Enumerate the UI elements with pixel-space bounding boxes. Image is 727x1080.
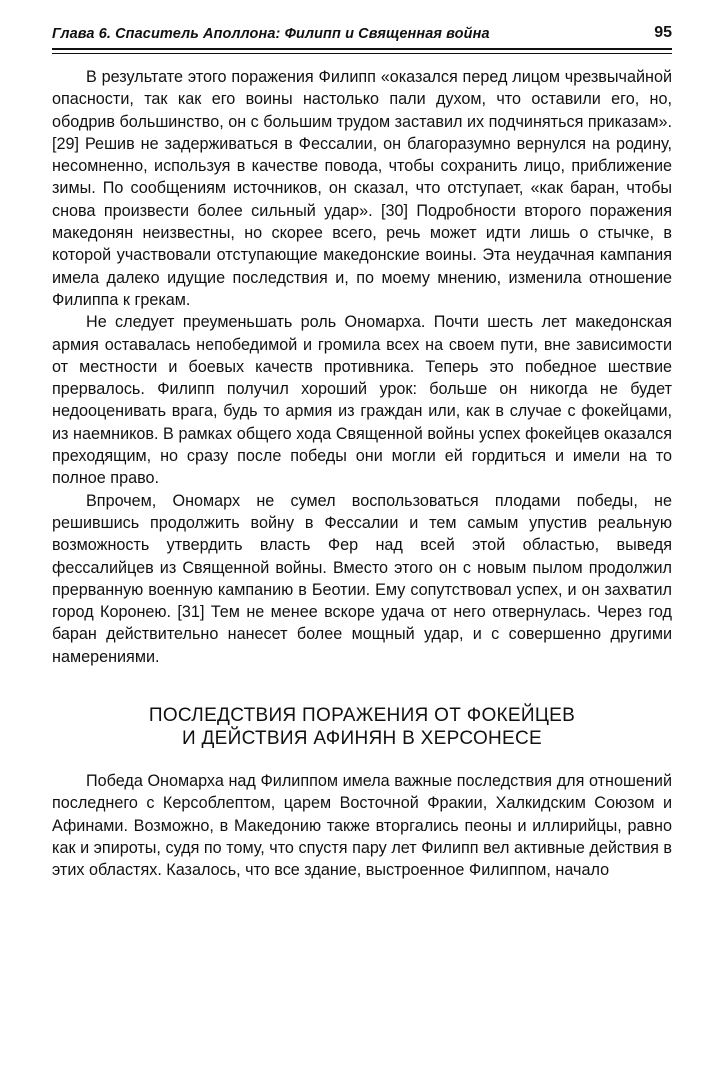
running-title: Глава 6. Спаситель Аполлона: Филипп и Священная война xyxy=(52,26,490,42)
paragraph: Впрочем, Ономарх не сумел воспользоваться плодами победы, не решившись продолжить войну в Фессалии и тем самым упустив реальную возможность утвердить власть Фер над всей этой областью, выведя фессалийцев из Священной войны. Вместо этого он с новым пылом продолжил прерванную военную кампанию в Беотии. Ему сопутствовал успех, и он захватил город Коронею. [31] Тем не менее вскоре удача от него отвернулась. Через год баран действительно нанесет более мощный удар, и с совершенно другими намерениями. xyxy=(52,491,672,666)
header-rule xyxy=(52,53,672,54)
section-heading-line-2: И ДЕЙСТВИЯ АФИНЯН В ХЕРСОНЕСЕ xyxy=(181,728,543,750)
section-heading xyxy=(52,704,672,750)
paragraph: Не следует преуменьшать роль Ономарха. Почти шесть лет македонская армия оставалась непобедимой и громила всех на своем пути, вне зависимости от местности и боевых качеств противника. Теперь это победное шествие прервалось. Филипп получил хороший урок: больше он никогда не будет недооценивать врага, будь то армия из граждан или, как в случае с фокейцами, из наемников. В рамках общего хода Священной войны успех фокейцев оказался преходящим, но сразу после победы они могли ей гордиться и имели на то полное право. xyxy=(52,313,672,488)
body-text xyxy=(52,66,672,882)
paragraph: Победа Ономарха над Филиппом имела важные последствия для отношений последнего с Керсоблептом, царем Восточной Фракии, Халкидским Союзом и Афинами. Возможно, в Македонию также вторгались пеоны и иллирийцы, равно как и эпироты, судя по тому, что спустя пару лет Филипп вел активные действия в этих областях. Казалось, что все здание, выстроенное Филиппом, начало xyxy=(52,772,672,880)
section-heading-line-1: ПОСЛЕДСТВИЯ ПОРАЖЕНИЯ ОТ ФОКЕЙЦЕВ xyxy=(148,705,576,727)
book-page xyxy=(52,0,672,1080)
page-number: 95 xyxy=(654,24,672,41)
running-header xyxy=(52,22,672,50)
paragraph: В результате этого поражения Филипп «оказался перед лицом чрезвычайной опасности, так как его воины настолько пали духом, что оставили его, но, ободрив большинство, он с большим трудом заставил их подчиняться приказам». [29] Решив не задерживаться в Фессалии, он благоразумно вернулся на родину, несомненно, используя в качестве повода, чтобы сохранить лицо, приближение зимы. По сообщениям источников, он сказал, что отступает, «как баран, чтобы снова произвести более сильный удар». [30] Подробности второго поражения македонян неизвестны, но скорее всего, речь может идти лишь о стычке, в которой участвовали отступающие македонские воины. Эта неудачная кампания имела далеко идущие последствия и, по моему мнению, изменила отношение Филиппа к грекам. xyxy=(52,68,672,309)
